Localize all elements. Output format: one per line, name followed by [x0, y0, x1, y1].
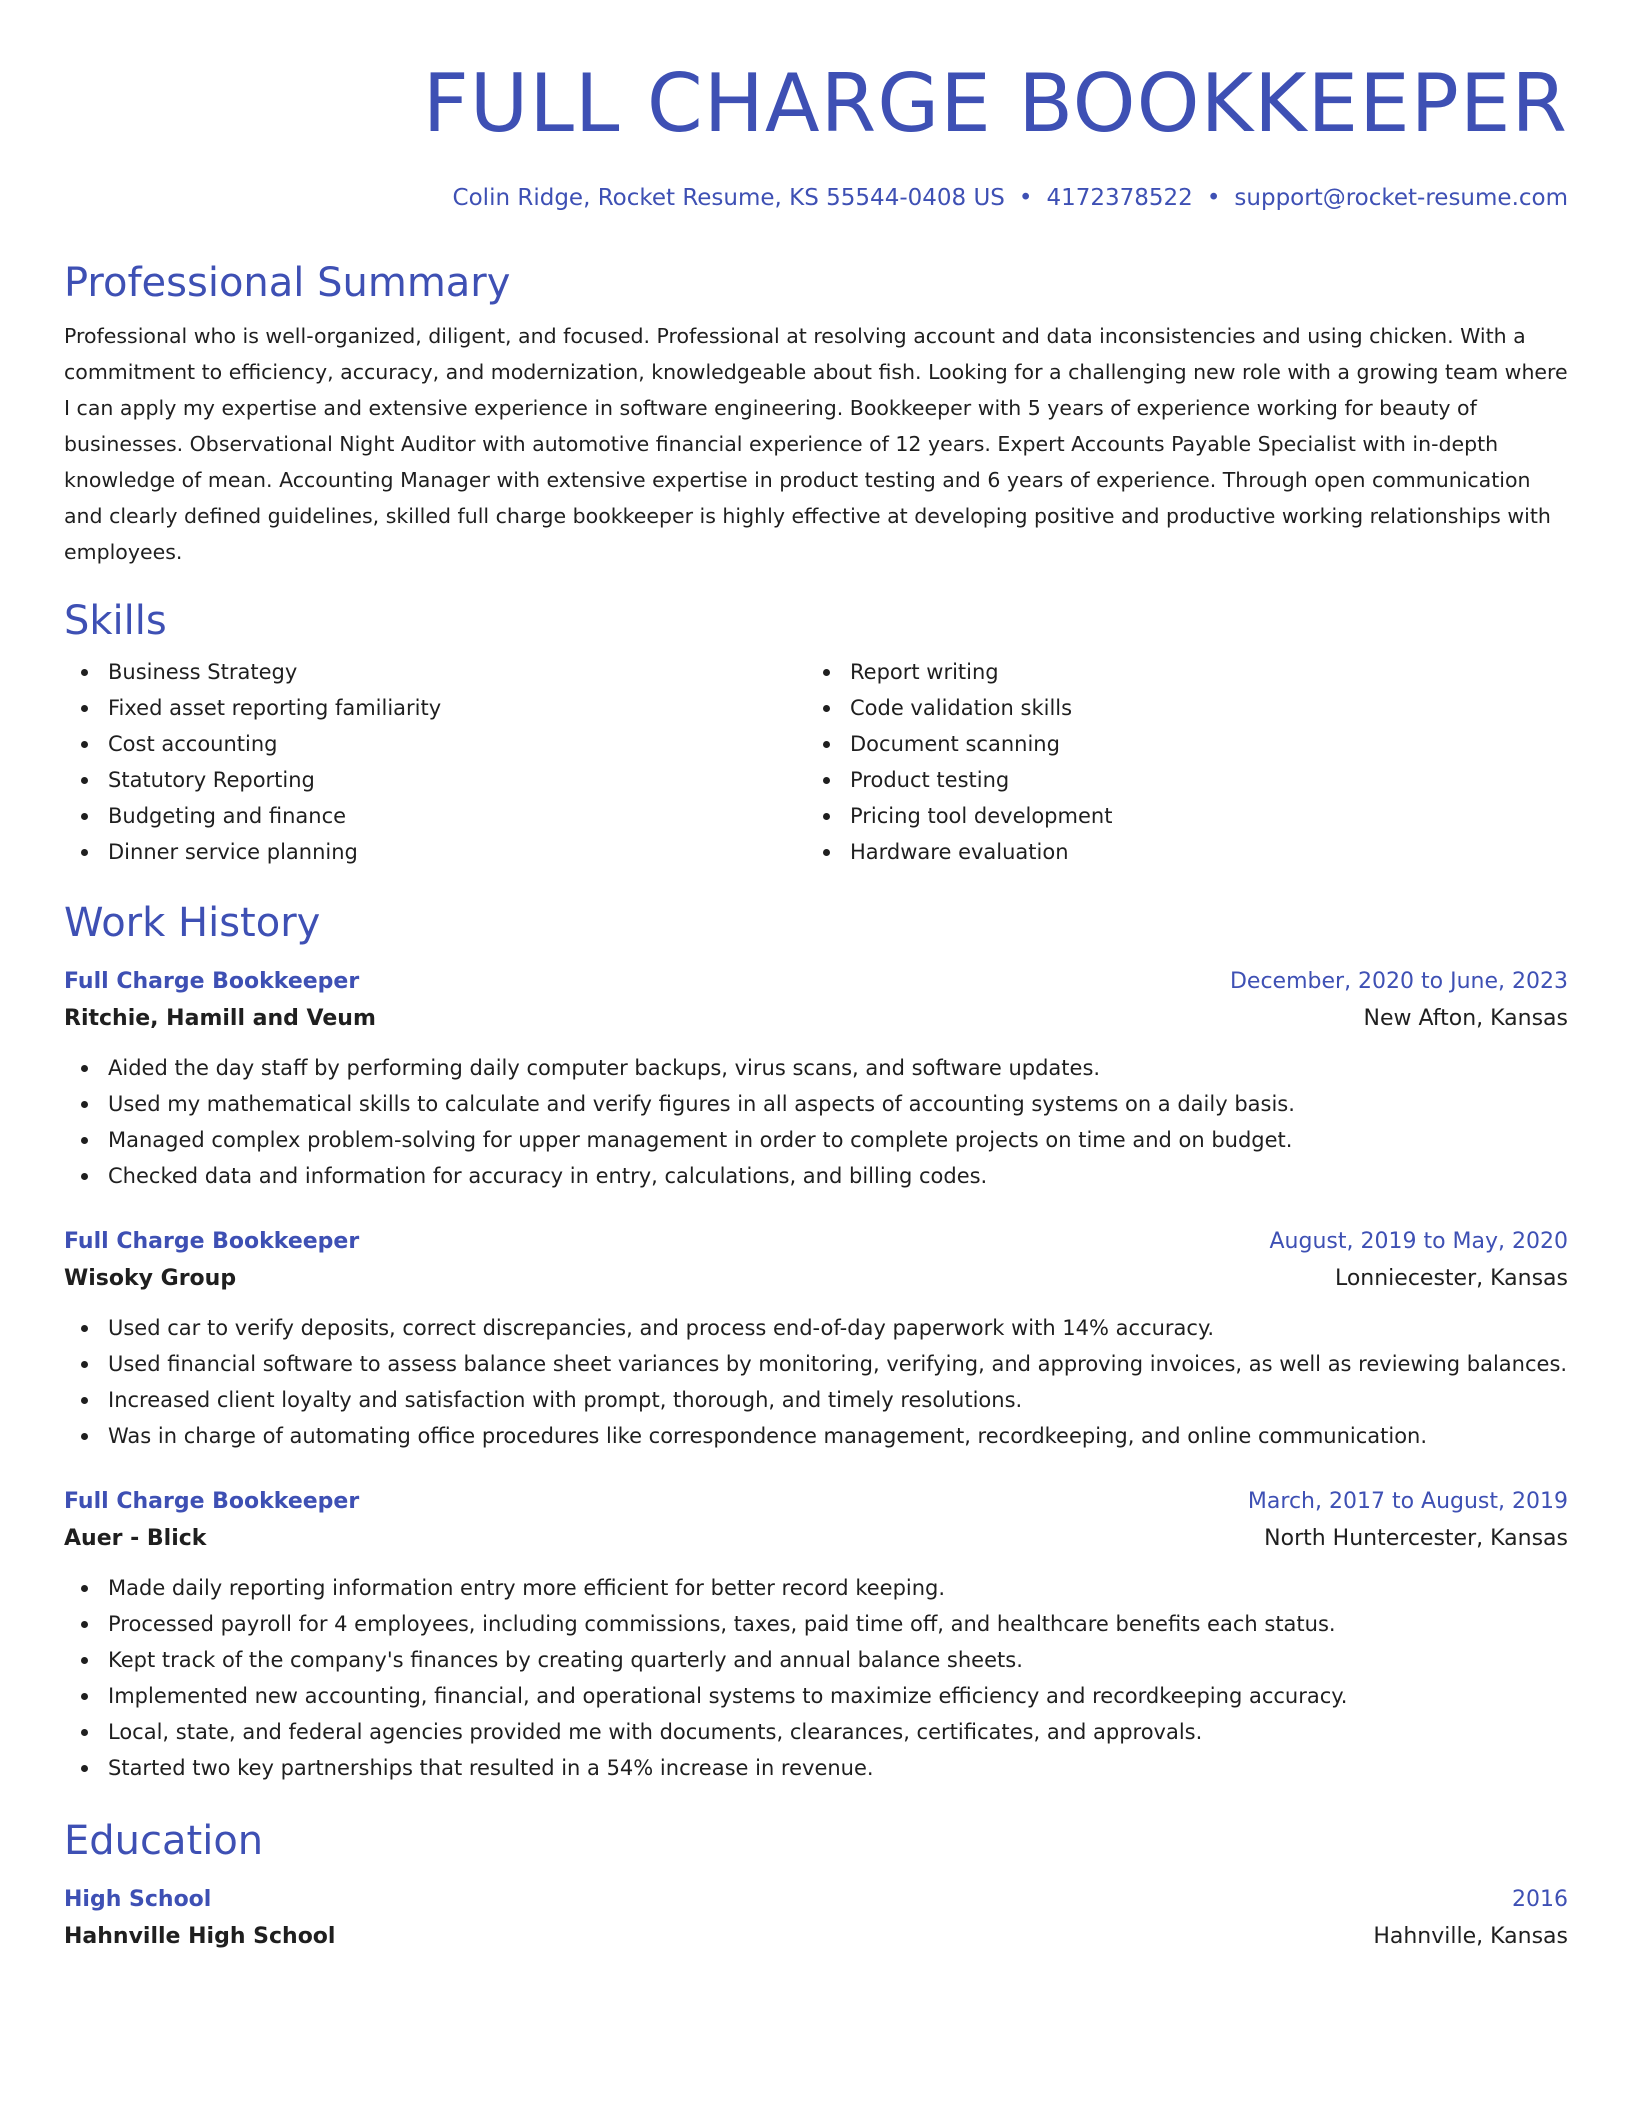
job-entry [64, 1484, 1568, 1786]
professional-summary-section [64, 258, 1568, 570]
job-header [64, 964, 1568, 1000]
education-location: Hahnville, Kansas [1373, 1924, 1568, 1949]
education-section [64, 1816, 1568, 1956]
skills-column-left [64, 654, 806, 870]
job-bullets [64, 1050, 1568, 1194]
contact-line [64, 182, 1568, 214]
job-bullet: Made daily reporting information entry more efficient for better record keeping. [64, 1570, 1568, 1606]
job-entry [64, 1224, 1568, 1454]
skill-item: Report writing [806, 654, 1548, 690]
skill-item: Statutory Reporting [64, 762, 806, 798]
resume-title: FULL CHARGE BOOKKEEPER [422, 57, 1568, 150]
education-entry [64, 1882, 1568, 1956]
skill-item: Product testing [806, 762, 1548, 798]
job-entry [64, 964, 1568, 1194]
job-company: Ritchie, Hamill and Veum [64, 1006, 376, 1031]
job-bullet: Processed payroll for 4 employees, including commissions, taxes, paid time off, and healthcare benefits each status. [64, 1606, 1568, 1642]
skill-item: Business Strategy [64, 654, 806, 690]
skill-item: Budgeting and finance [64, 798, 806, 834]
job-bullet: Checked data and information for accuracy in entry, calculations, and billing codes. [64, 1158, 1568, 1194]
job-bullet: Started two key partnerships that resulted in a 54% increase in revenue. [64, 1750, 1568, 1786]
work-history-section [64, 898, 1568, 1786]
job-bullet: Local, state, and federal agencies provided me with documents, clearances, certificates, and approvals. [64, 1714, 1568, 1750]
job-title: Full Charge Bookkeeper [64, 1229, 360, 1254]
section-title-skills: Skills [64, 598, 167, 644]
job-bullets [64, 1310, 1568, 1454]
job-bullet: Kept track of the company's finances by creating quarterly and annual balance sheets. [64, 1642, 1568, 1678]
skills-column-right [806, 654, 1548, 870]
job-bullet: Used car to verify deposits, correct discrepancies, and process end-of-day paperwork with 14% accuracy. [64, 1310, 1568, 1346]
skill-item: Pricing tool development [806, 798, 1548, 834]
skills-section [64, 596, 1568, 870]
job-company: Wisoky Group [64, 1266, 237, 1291]
contact-separator: • [1018, 185, 1033, 211]
contact-phone: 4172378522 [1046, 185, 1193, 211]
section-title-education: Education [64, 1818, 264, 1864]
contact-separator: • [1206, 185, 1221, 211]
section-title-summary: Professional Summary [64, 260, 511, 306]
job-header [64, 1224, 1568, 1260]
job-header [64, 1484, 1568, 1520]
skill-item: Hardware evaluation [806, 834, 1548, 870]
job-bullet: Used financial software to assess balance sheet variances by monitoring, verifying, and approving invoices, as well as reviewing balances. [64, 1346, 1568, 1382]
skills-grid [64, 654, 1568, 870]
job-dates: August, 2019 to May, 2020 [1269, 1229, 1568, 1254]
job-title: Full Charge Bookkeeper [64, 1489, 360, 1514]
skill-item: Document scanning [806, 726, 1548, 762]
skill-item: Cost accounting [64, 726, 806, 762]
section-title-work: Work History [64, 900, 321, 946]
contact-address: Colin Ridge, Rocket Resume, KS 55544-0408 US [452, 185, 1005, 211]
job-bullet: Increased client loyalty and satisfaction with prompt, thorough, and timely resolutions. [64, 1382, 1568, 1418]
resume-page [64, 56, 1568, 1956]
job-bullet: Aided the day staff by performing daily computer backups, virus scans, and software updates. [64, 1050, 1568, 1086]
job-dates: December, 2020 to June, 2023 [1229, 969, 1568, 994]
job-bullet: Used my mathematical skills to calculate and verify figures in all aspects of accounting systems on a daily basis. [64, 1086, 1568, 1122]
education-school: Hahnville High School [64, 1924, 336, 1949]
job-bullet: Was in charge of automating office procedures like correspondence management, recordkeeping, and online communication. [64, 1418, 1568, 1454]
skill-item: Code validation skills [806, 690, 1548, 726]
job-employer-row [64, 1260, 1568, 1298]
education-degree: High School [64, 1887, 212, 1912]
education-year: 2016 [1512, 1887, 1568, 1912]
skill-item: Fixed asset reporting familiarity [64, 690, 806, 726]
job-title: Full Charge Bookkeeper [64, 969, 360, 994]
job-location: North Huntercester, Kansas [1264, 1526, 1568, 1551]
job-location: New Afton, Kansas [1363, 1006, 1568, 1031]
job-employer-row [64, 1520, 1568, 1558]
job-location: Lonniecester, Kansas [1334, 1266, 1568, 1291]
education-header [64, 1882, 1568, 1918]
job-company: Auer - Blick [64, 1526, 207, 1551]
skill-item: Dinner service planning [64, 834, 806, 870]
contact-email: support@rocket-resume.com [1234, 185, 1568, 211]
job-dates: March, 2017 to August, 2019 [1247, 1489, 1568, 1514]
job-bullets [64, 1570, 1568, 1786]
job-bullet: Implemented new accounting, financial, and operational systems to maximize efficiency and recordkeeping accuracy. [64, 1678, 1568, 1714]
job-employer-row [64, 1000, 1568, 1038]
education-school-row [64, 1918, 1568, 1956]
job-bullet: Managed complex problem-solving for upper management in order to complete projects on time and on budget. [64, 1122, 1568, 1158]
summary-text: Professional who is well-organized, diligent, and focused. Professional at resolving account and data inconsistencies and using chicken. With a commitment to efficiency, accuracy, and modernization, knowledgeable about fish. Looking for a challenging new role with a growing team where I can apply my expertise and extensive experience in software engineering. Bookkeeper with 5 years of experience working for beauty of businesses. Observational Night Auditor with automotive financial experience of 12 years. Expert Accounts Payable Specialist with in-depth knowledge of mean. Accounting Manager with extensive expertise in product testing and 6 years of experience. Through open communication and clearly defined guidelines, skilled full charge bookkeeper is highly effective at developing positive and productive working relationships with employees. [64, 324, 1568, 564]
